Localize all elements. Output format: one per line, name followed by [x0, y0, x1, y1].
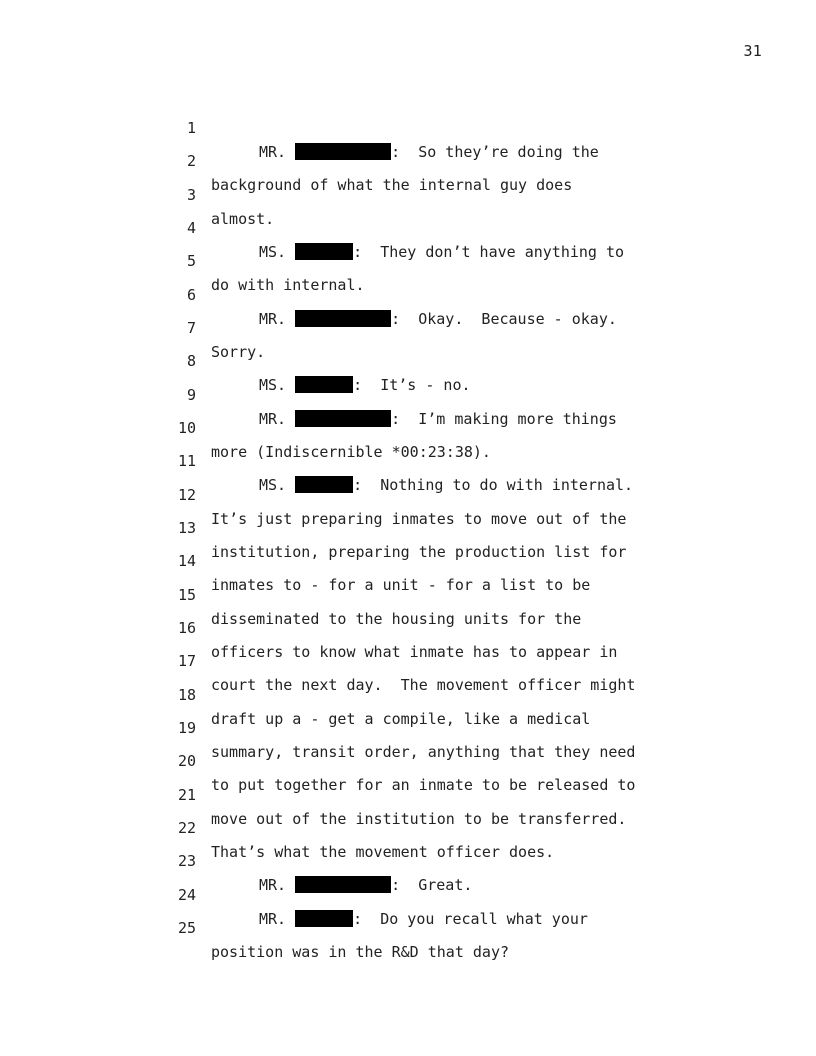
line-number: 18 [177, 686, 196, 704]
line-text: draft up a - get a compile, like a medical [211, 710, 591, 728]
speaker-label: MS. [259, 243, 287, 261]
line-text: inmates to - for a unit - for a list to be [211, 576, 591, 594]
line-number: 12 [177, 486, 196, 504]
line-text: more (Indiscernible *00:23:38). [211, 443, 491, 461]
speaker-label: MR. [259, 410, 287, 428]
line-text: move out of the institution to be transferred. [211, 810, 627, 828]
speaker-label: MR. [259, 143, 287, 161]
line-text: That’s what the movement officer does. [211, 843, 555, 861]
line-text: officers to know what inmate has to appear in [211, 643, 618, 661]
line-text: court the next day. The movement officer might [211, 676, 636, 694]
speech-text: : Great. [391, 876, 473, 894]
line-number: 7 [186, 319, 196, 337]
speaker-label: MS. [259, 376, 287, 394]
line-number: 15 [177, 586, 196, 604]
line-number: 9 [186, 386, 196, 404]
line-text: background of what the internal guy does [211, 176, 573, 194]
line-number: 16 [177, 619, 196, 637]
line-text: It’s just preparing inmates to move out of the [211, 510, 627, 528]
speech-text: : Do you recall what your [353, 910, 588, 928]
speech-text: : It’s - no. [353, 376, 471, 394]
line-number: 21 [177, 786, 196, 804]
line-number: 3 [186, 186, 196, 204]
line-number: 4 [186, 219, 196, 237]
line-number: 23 [177, 852, 196, 870]
line-number: 2 [186, 152, 196, 170]
line-number: 5 [186, 252, 196, 270]
line-number: 20 [177, 752, 196, 770]
speaker-label: MS. [259, 476, 287, 494]
line-number: 10 [177, 419, 196, 437]
page-number: 31 [743, 42, 762, 60]
line-text: to put together for an inmate to be released to [211, 776, 636, 794]
line-number: 22 [177, 819, 196, 837]
line-text: almost. [211, 210, 275, 228]
line-number: 24 [177, 886, 196, 904]
line-text: summary, transit order, anything that they need [211, 743, 636, 761]
speaker-label: MR. [259, 910, 287, 928]
line-number: 25 [177, 919, 196, 937]
line-number: 6 [186, 286, 196, 304]
line-text: institution, preparing the production list for [211, 543, 627, 561]
speech-text: : So they’re doing the [391, 143, 599, 161]
transcript-line [0, 92, 700, 161]
line-text: Sorry. [211, 343, 266, 361]
speech-text: : I’m making more things [391, 410, 617, 428]
line-number: 19 [177, 719, 196, 737]
line-number: 8 [186, 352, 196, 370]
line-text: do with internal. [211, 276, 365, 294]
speaker-label: MR. [259, 876, 287, 894]
line-number: 13 [177, 519, 196, 537]
line-number: 11 [177, 452, 196, 470]
speaker-label: MR. [259, 310, 287, 328]
line-number: 14 [177, 552, 196, 570]
speech-text: : Nothing to do with internal. [353, 476, 634, 494]
line-number: 1 [186, 119, 196, 137]
line-number: 17 [177, 652, 196, 670]
speech-text: : Okay. Because - okay. [391, 310, 617, 328]
line-text: disseminated to the housing units for the [211, 610, 582, 628]
line-text: position was in the R&D that day? [211, 943, 510, 961]
speech-text: : They don’t have anything to [353, 243, 625, 261]
